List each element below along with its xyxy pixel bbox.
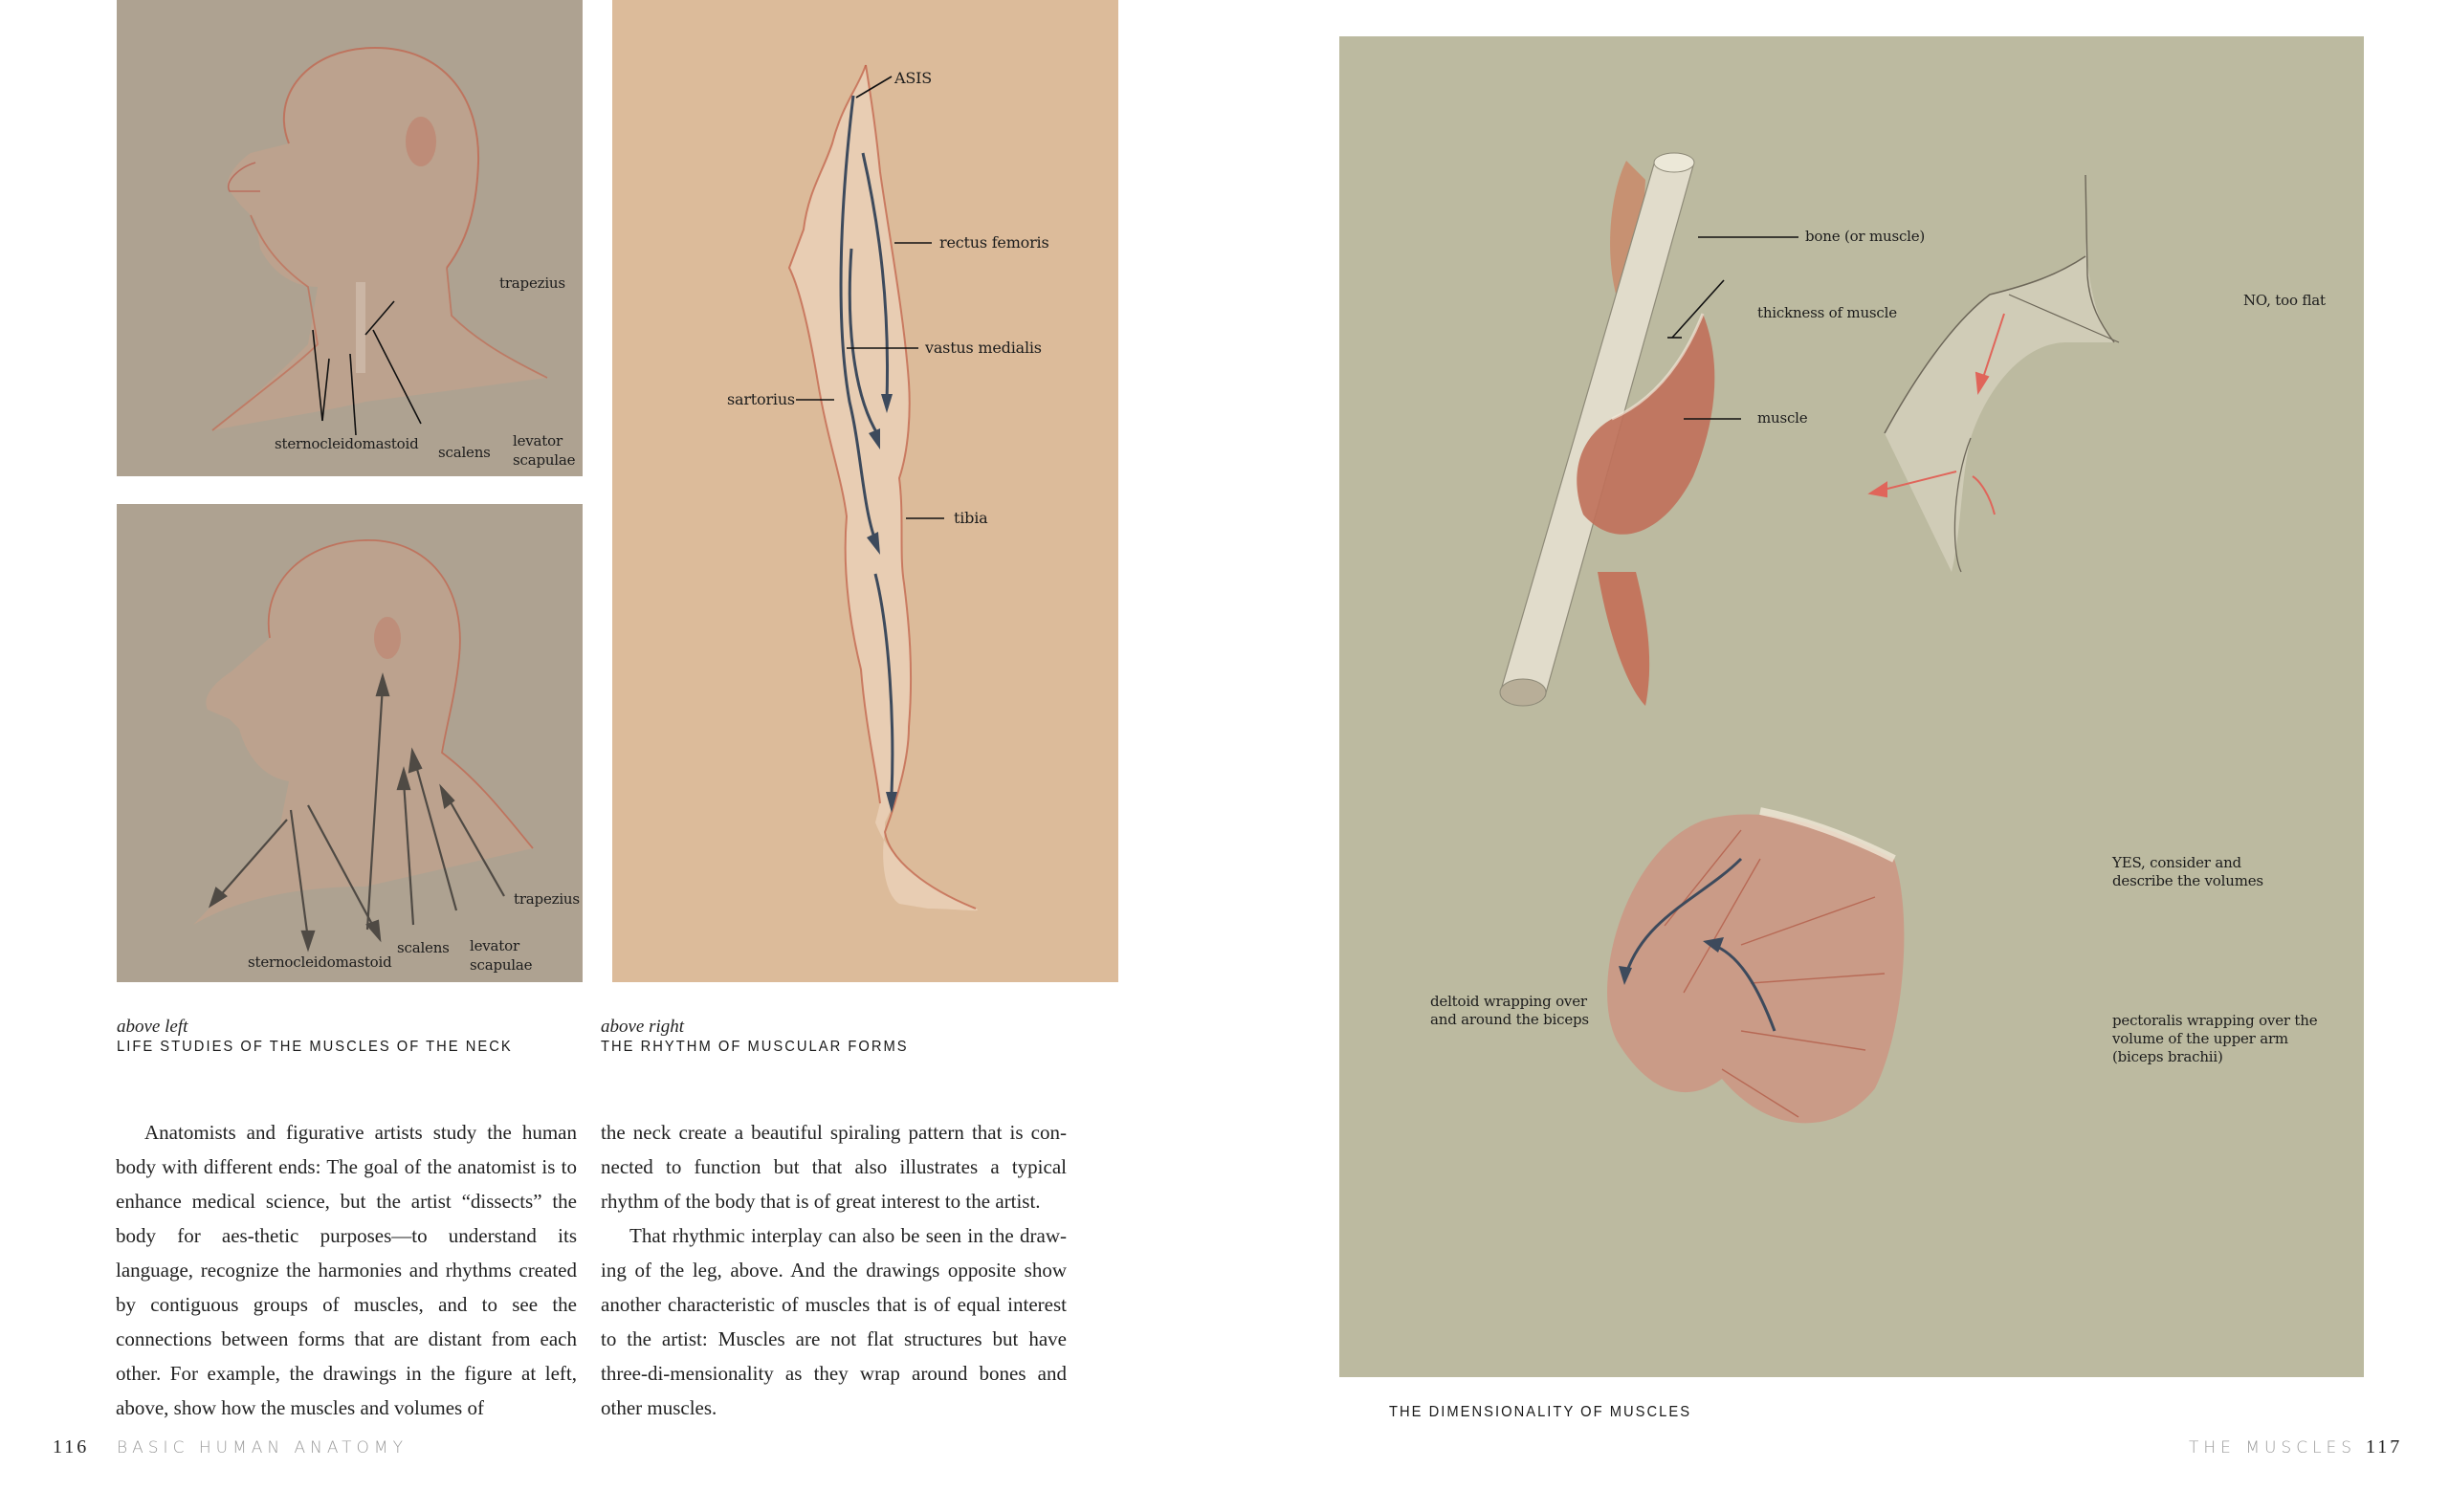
figure-dimensionality	[1339, 36, 2364, 1377]
body-paragraph: the neck create a beautiful spiraling pattern that is con-nected to function but that also illustrates a typical rhythm of the body that is of great interest to the artist.	[601, 1121, 1067, 1213]
caption-title-left: LIFE STUDIES OF THE MUSCLES OF THE NECK	[117, 1039, 513, 1055]
label-trapezius: trapezius	[514, 890, 580, 908]
neck-drawing-top	[117, 0, 583, 476]
label-yes-line1: YES, consider and	[2112, 854, 2241, 871]
label-yes-line2: describe the volumes	[2112, 872, 2263, 889]
body-column-1	[116, 1115, 577, 1425]
neck-drawing-bottom	[117, 504, 583, 982]
body-column-2	[601, 1115, 1067, 1425]
label-sternocleidomastoid: sternocleidomastoid	[275, 435, 419, 452]
running-head-left: BASIC HUMAN ANATOMY	[117, 1438, 408, 1457]
figure-leg-study	[612, 0, 1118, 982]
label-tibia: tibia	[954, 509, 988, 527]
caption-title-dimensionality: THE DIMENSIONALITY OF MUSCLES	[1389, 1404, 1692, 1420]
label-no-too-flat: NO, too flat	[2243, 292, 2326, 309]
body-paragraph: Anatomists and figurative artists study the human body with different ends: The goal of the anatomist is to enhance medical science, but the artist “dissects” the body for aes-thetic purposes—to understand its language, recognize the harmonies and rhythms created by contiguous groups of muscles, and to see the connections between forms that are distant from each other. For example, the drawings in the figure at left, above, show how the muscles and volumes of	[116, 1121, 577, 1419]
label-vastus-medialis: vastus medialis	[925, 339, 1042, 357]
label-pectoralis-line2: volume of the upper arm	[2112, 1030, 2288, 1047]
leg-drawing	[612, 0, 1118, 982]
label-scalens: scalens	[397, 939, 450, 956]
label-levator: levator	[470, 937, 519, 954]
page-number-right: 117	[2366, 1436, 2403, 1457]
figure-neck-study-top	[117, 0, 583, 476]
label-pectoralis-line3: (biceps brachii)	[2112, 1048, 2223, 1065]
label-deltoid-line1: deltoid wrapping over	[1430, 993, 1587, 1010]
label-pectoralis-line1: pectoralis wrapping over the	[2112, 1012, 2318, 1029]
label-deltoid-line2: and around the biceps	[1430, 1011, 1589, 1028]
label-asis: ASIS	[894, 69, 932, 87]
label-scalens: scalens	[438, 444, 491, 461]
label-scapulae: scapulae	[513, 451, 576, 469]
caption-position-left: above left	[117, 1017, 188, 1037]
running-head-right: THE MUSCLES	[2189, 1438, 2357, 1457]
page-number-left: 116	[53, 1436, 90, 1457]
label-sternocleidomastoid: sternocleidomastoid	[248, 953, 392, 971]
label-trapezius: trapezius	[499, 274, 565, 292]
label-thickness-of-muscle: thickness of muscle	[1757, 304, 1897, 321]
label-sartorius: sartorius	[727, 390, 795, 408]
body-paragraph: That rhythmic interplay can also be seen in the draw-ing of the leg, above. And the drawings opposite show another characteristic of muscles that is of equal interest to the artist: Muscles are not flat structures but have three-di-mensionality as they wrap around bones and other muscles.	[601, 1224, 1067, 1419]
figure-neck-study-bottom	[117, 504, 583, 982]
caption-title-right: THE RHYTHM OF MUSCULAR FORMS	[601, 1039, 909, 1055]
label-bone-or-muscle: bone (or muscle)	[1805, 228, 1926, 245]
label-muscle: muscle	[1757, 409, 1808, 427]
label-scapulae: scapulae	[470, 956, 533, 974]
label-levator: levator	[513, 432, 563, 449]
caption-position-right: above right	[601, 1017, 685, 1037]
label-rectus-femoris: rectus femoris	[939, 233, 1049, 252]
